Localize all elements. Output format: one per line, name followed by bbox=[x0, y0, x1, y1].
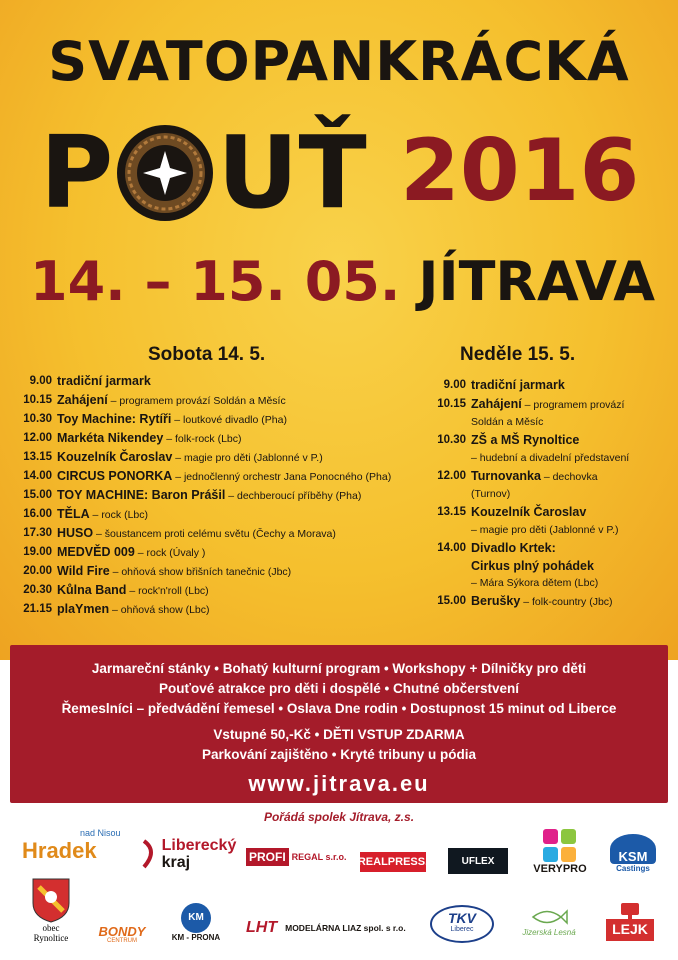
banner-line-2: Pouťové atrakce pro děti i dospělé • Chutné občerstvení bbox=[158, 681, 520, 696]
website-link[interactable]: www.jitrava.eu bbox=[248, 771, 430, 796]
schedule-row bbox=[14, 391, 434, 410]
event-body bbox=[471, 431, 579, 450]
event-description: – rock (Úvaly ) bbox=[134, 547, 206, 559]
km-text: KM bbox=[188, 912, 204, 923]
event-name: Markéta Nikendey bbox=[57, 431, 164, 445]
event-body bbox=[57, 524, 336, 543]
logo-jizerska-lesna bbox=[516, 898, 582, 944]
schedule-row bbox=[14, 486, 434, 505]
event-name: tradiční jarmark bbox=[57, 374, 151, 388]
event-description: – folk-rock (Lbc) bbox=[163, 433, 242, 445]
event-time: 14.00 bbox=[23, 470, 52, 482]
logo-liberecky-kraj bbox=[138, 832, 238, 876]
banner-line-3: Řemeslníci – předvádění řemesel • Oslava Dne rodin • Dostupnost 15 minut od Liberce bbox=[61, 701, 617, 716]
event-body bbox=[57, 467, 391, 486]
event-time: 15.00 bbox=[23, 489, 52, 501]
banner-parking: Parkování zajištěno • Kryté tribuny u pódia bbox=[201, 747, 477, 762]
schedule-row bbox=[14, 543, 434, 562]
lejk-text: LEJK bbox=[612, 921, 648, 937]
event-time: 15.00 bbox=[437, 595, 466, 607]
event-name: MEDVĚD 009 bbox=[57, 545, 135, 559]
event-body bbox=[471, 395, 624, 414]
realpress-text: REALPRESS. bbox=[357, 856, 429, 868]
event-description: – jednočlenný orchestr Jana Ponocného (Pha) bbox=[172, 471, 392, 483]
event-name: Divadlo Krtek: bbox=[471, 541, 556, 555]
pout-word bbox=[40, 114, 367, 231]
event-name: HUSO bbox=[57, 526, 94, 540]
logo-modelarna-liaz bbox=[246, 916, 416, 940]
schedule-row bbox=[428, 376, 673, 395]
schedule-row bbox=[14, 581, 434, 600]
tkv-text: TKV bbox=[448, 910, 476, 926]
festival-dates bbox=[30, 250, 656, 313]
event-description: – šoustancem proti celému světu (Čechy a Morava) bbox=[93, 528, 336, 540]
event-body bbox=[471, 503, 586, 522]
event-name: Toy Machine: Rytíři bbox=[57, 412, 172, 426]
schedule-row bbox=[428, 395, 673, 414]
event-body bbox=[471, 467, 598, 486]
ornament-wheel-icon bbox=[115, 123, 215, 223]
liberecky-text: Liberecký bbox=[161, 837, 237, 854]
event-name: Kouzelník Čaroslav bbox=[57, 450, 173, 464]
verypro-text: VERYPRO bbox=[533, 863, 587, 875]
event-description: – programem provází bbox=[521, 399, 625, 411]
event-description: – folk-country (Jbc) bbox=[520, 596, 613, 608]
event-time: 21.15 bbox=[23, 603, 52, 615]
logo-realpress bbox=[357, 852, 429, 872]
mallet-icon bbox=[617, 901, 643, 919]
hradek-text: Hradek bbox=[22, 838, 97, 863]
logo-tkv-liberec bbox=[430, 904, 494, 944]
profi-text: PROFI bbox=[246, 848, 289, 866]
event-name: TĚLA bbox=[57, 507, 90, 521]
event-time: 9.00 bbox=[443, 379, 466, 391]
schedule-row bbox=[428, 539, 673, 558]
venue-name: JÍTRAVA bbox=[418, 250, 656, 313]
event-time: 9.00 bbox=[29, 375, 52, 387]
event-description: – dechberoucí příběhy (Pha) bbox=[225, 490, 362, 502]
pout-letter-p: P bbox=[40, 114, 114, 231]
logo-km-prona bbox=[168, 898, 224, 946]
event-name: tradiční jarmark bbox=[471, 378, 565, 392]
event-time: 16.00 bbox=[23, 508, 52, 520]
event-name: Wild Fire bbox=[57, 564, 110, 578]
sunday-heading: Neděle 15. 5. bbox=[460, 344, 576, 365]
logo-profi-regal bbox=[246, 846, 350, 868]
event-description: – magie pro děti (Jablonné v P.) bbox=[172, 452, 323, 464]
event-time: 20.30 bbox=[23, 584, 52, 596]
schedule-row bbox=[428, 503, 673, 522]
bondy-text: BONDY bbox=[98, 923, 146, 939]
event-time: 17.30 bbox=[23, 527, 52, 539]
hradek-small-text: nad Nisou bbox=[80, 828, 121, 838]
event-time: 13.15 bbox=[23, 451, 52, 463]
schedule-row bbox=[428, 592, 673, 611]
event-time: 10.15 bbox=[23, 394, 52, 406]
uflex-text: UFLEX bbox=[461, 855, 495, 867]
event-description: – ohňová show (Lbc) bbox=[109, 604, 210, 616]
event-name: Turnovanka bbox=[471, 469, 541, 483]
event-name: Kůlna Band bbox=[57, 583, 127, 597]
schedule-row bbox=[14, 524, 434, 543]
schedule-row bbox=[14, 372, 434, 391]
event-body bbox=[57, 429, 242, 448]
sunday-schedule bbox=[428, 376, 673, 611]
event-time: 10.30 bbox=[23, 413, 52, 425]
event-body bbox=[57, 486, 361, 505]
event-name: CIRCUS PONORKA bbox=[57, 469, 173, 483]
event-body bbox=[57, 600, 210, 619]
schedule-row bbox=[14, 448, 434, 467]
event-time: 20.00 bbox=[23, 565, 52, 577]
event-body bbox=[57, 543, 205, 562]
event-description: – loutkové divadlo (Pha) bbox=[171, 414, 287, 426]
logo-uflex bbox=[448, 848, 508, 874]
schedule-row bbox=[14, 410, 434, 429]
event-name: Kouzelník Čaroslav bbox=[471, 505, 587, 519]
fish-icon bbox=[529, 906, 569, 928]
event-body bbox=[471, 592, 613, 611]
schedule-row bbox=[14, 467, 434, 486]
event-name: Zahájení bbox=[471, 397, 522, 411]
event-name: plaYmen bbox=[57, 602, 110, 616]
event-continuation: – Mára Sýkora dětem (Lbc) bbox=[471, 577, 599, 589]
kraj-text: kraj bbox=[161, 854, 191, 871]
event-time: 10.30 bbox=[437, 434, 466, 446]
jizerska-text: Jizerská Lesná bbox=[522, 927, 576, 937]
ksm-text: KSM bbox=[618, 848, 648, 864]
event-body bbox=[57, 391, 286, 410]
festival-year: 2016 bbox=[400, 121, 640, 221]
logo-obec-rynoltice bbox=[22, 868, 80, 952]
event-body bbox=[471, 376, 565, 395]
event-name: TOY MACHINE: Baron Prášil bbox=[57, 488, 226, 502]
date-range: 14. – 15. 05. bbox=[30, 250, 401, 313]
castings-text: Castings bbox=[616, 863, 650, 873]
event-body bbox=[57, 505, 148, 524]
event-time: 19.00 bbox=[23, 546, 52, 558]
logo-ksm-castings bbox=[604, 826, 662, 880]
logo-bondy bbox=[92, 922, 152, 946]
event-description: – rock (Lbc) bbox=[89, 509, 148, 521]
pout-letters-rest: UŤ bbox=[217, 114, 367, 231]
event-body bbox=[57, 410, 287, 429]
schedule-row bbox=[14, 600, 434, 619]
info-banner bbox=[10, 645, 668, 803]
event-time: 13.15 bbox=[437, 506, 466, 518]
event-name: Zahájení bbox=[57, 393, 108, 407]
event-body bbox=[471, 539, 556, 558]
event-time: 14.00 bbox=[437, 542, 466, 554]
schedule-row bbox=[14, 562, 434, 581]
saturday-heading: Sobota 14. 5. bbox=[148, 344, 266, 365]
event-time: 12.00 bbox=[23, 432, 52, 444]
km-label-text: KM - PRONA bbox=[171, 932, 221, 942]
banner-line-1: Jarmareční stánky • Bohatý kulturní program • Workshopy + Dílničky pro děti bbox=[91, 661, 587, 676]
event-name: ZŠ a MŠ Rynoltice bbox=[471, 433, 580, 447]
event-description: – programem provází Soldán a Měsíc bbox=[107, 395, 286, 407]
festival-title: SVATOPANKRÁCKÁ bbox=[48, 30, 630, 93]
banner-price: Vstupné 50,-Kč • DĚTI VSTUP ZDARMA bbox=[213, 727, 465, 742]
event-body bbox=[57, 562, 291, 581]
schedule-row bbox=[14, 505, 434, 524]
organizer-line: Pořádá spolek Jítrava, z.s. bbox=[263, 810, 415, 824]
event-time: 12.00 bbox=[437, 470, 466, 482]
modelarna-text: MODELÁRNA LIAZ spol. s r.o. bbox=[285, 923, 406, 933]
event-description: – dechovka bbox=[540, 471, 598, 483]
bondy-sub-text: CENTRUM bbox=[107, 937, 137, 944]
event-continuation: – hudební a divadelní představení bbox=[471, 452, 630, 464]
regal-text: REGAL s.r.o. bbox=[291, 852, 347, 862]
event-description: – ohňová show břišních tanečnic (Jbc) bbox=[109, 566, 292, 578]
schedule-row bbox=[428, 467, 673, 486]
tkv-sub-text: Liberec bbox=[450, 926, 474, 933]
schedule-row bbox=[428, 431, 673, 450]
logo-lejk bbox=[600, 894, 660, 948]
event-description: – rock'n'roll (Lbc) bbox=[126, 585, 209, 597]
lht-text: LHT bbox=[246, 919, 278, 936]
event-body bbox=[57, 581, 209, 600]
event-body bbox=[57, 448, 323, 467]
event-continuation: – magie pro děti (Jablonné v P.) bbox=[471, 524, 619, 536]
event-time: 10.15 bbox=[437, 398, 466, 410]
event-name: Berušky bbox=[471, 594, 521, 608]
schedule-row bbox=[14, 429, 434, 448]
verypro-squares-icon bbox=[543, 829, 577, 863]
kraj-swoosh-icon bbox=[140, 837, 162, 871]
event-continuation: (Turnov) bbox=[471, 488, 511, 500]
event-continuation: Cirkus plný pohádek bbox=[471, 559, 594, 573]
obec-text-2: Rynoltice bbox=[33, 933, 69, 943]
logo-hradek bbox=[22, 826, 122, 866]
coat-of-arms-icon bbox=[31, 877, 71, 923]
obec-text-1: obec bbox=[42, 923, 60, 933]
saturday-schedule bbox=[14, 372, 434, 619]
logo-verypro bbox=[532, 824, 588, 880]
event-body bbox=[57, 372, 151, 391]
event-continuation: Soldán a Měsíc bbox=[471, 416, 544, 428]
